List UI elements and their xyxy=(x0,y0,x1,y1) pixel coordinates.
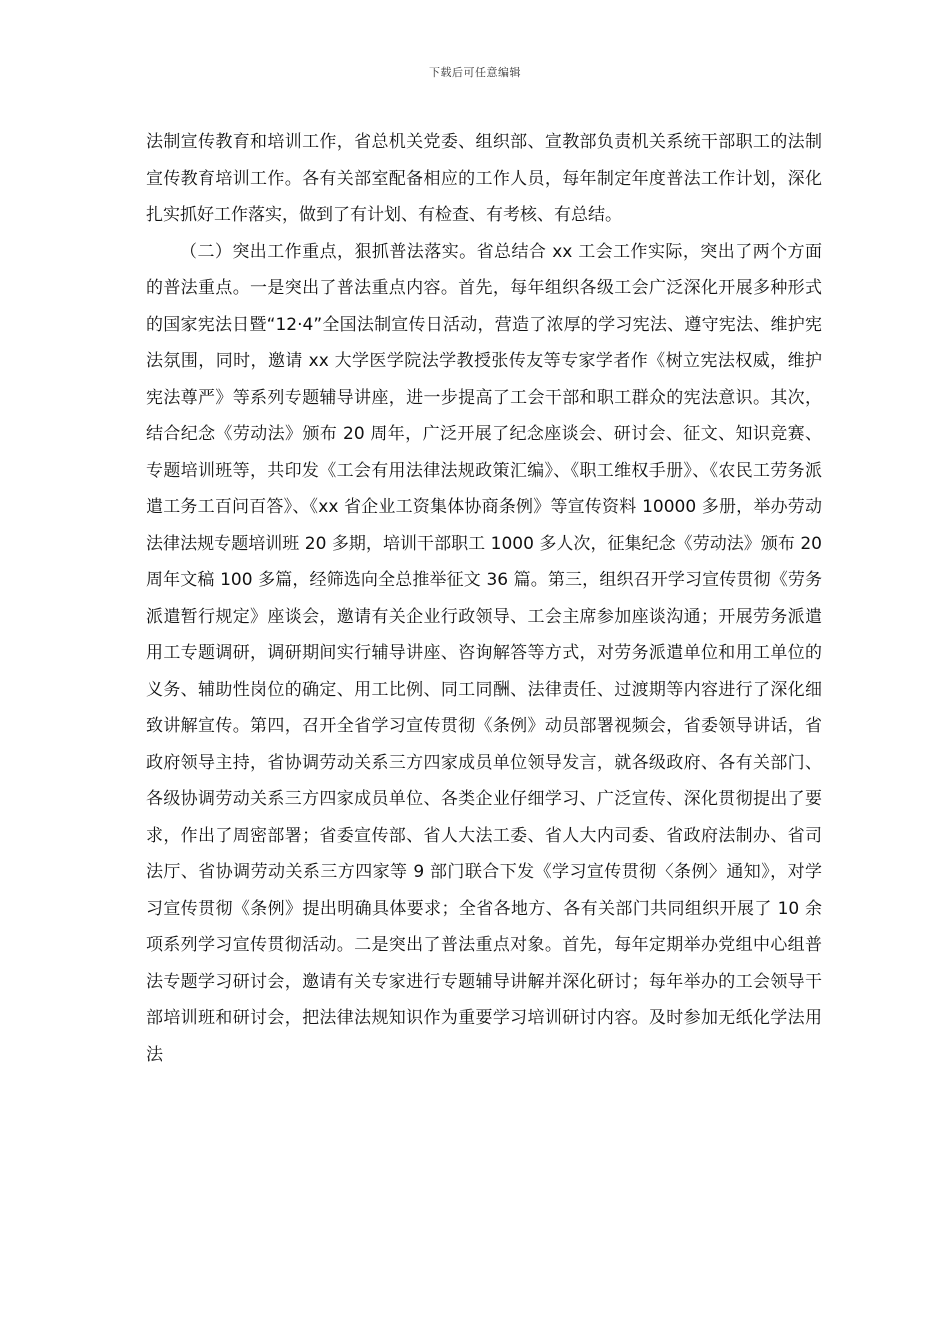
paragraph-section-two: （二）突出工作重点，狠抓普法落实。省总结合 xx 工会工作实际，突出了两个方面的普法重点。一是突出了普法重点内容。首先，每年组织各级工会广泛深化开展多种形式的国家宪法日暨“12·4”全国法制宣传日活动，营造了浓厚的学习宪法、遵守宪法、维护宪法氛围，同时，邀请 xx 大学医学院法学教授张传友等专家学者作《树立宪法权威，维护宪法尊严》等系列专题辅导讲座，进一步提高了工会干部和职工群众的宪法意识。其次，结合纪念《劳动法》颁布 20 周年，广泛开展了纪念座谈会、研讨会、征文、知识竞赛、专题培训班等，共印发《工会有用法律法规政策汇编》、《职工维权手册》、《农民工劳务派遣工务工百问百答》、《xx 省企业工资集体协商条例》等宣传资料 10000 多册，举办劳动法律法规专题培训班 20 多期，培训干部职工 1000 多人次，征集纪念《劳动法》颁布 20 周年文稿 100 多篇，经筛选向全总推举征文 36 篇。第三，组织召开学习宣传贯彻《劳务派遣暂行规定》座谈会，邀请有关企业行政领导、工会主席参加座谈沟通；开展劳务派遣用工专题调研，调研期间实行辅导讲座、咨询解答等方式，对劳务派遣单位和用工单位的义务、辅助性岗位的确定、用工比例、同工同酬、法律责任、过渡期等内容进行了深化细致讲解宣传。第四，召开全省学习宣传贯彻《条例》动员部署视频会，省委领导讲话，省政府领导主持，省协调劳动关系三方四家成员单位领导发言，就各级政府、各有关部门、各级协调劳动关系三方四家成员单位、各类企业仔细学习、广泛宣传、深化贯彻提出了要求，作出了周密部署；省委宣传部、省人大法工委、省人大内司委、省政府法制办、省司法厅、省协调劳动关系三方四家等 9 部门联合下发《学习宣传贯彻〈条例〉通知》，对学习宣传贯彻《条例》提出明确具体要求；全省各地方、各有关部门共同组织开展了 10 余项系列学习宣传贯彻活动。二是突出了普法重点对象。首先，每年定期举办党组中心组普法专题学习研讨会，邀请有关专家进行专题辅导讲解并深化研讨；每年举办的工会领导干部培训班和研讨会，把法律法规知识作为重要学习培训研讨内容。及时参加无纸化学法用法 xyxy=(146,241,822,1065)
paragraph-continuation: 法制宣传教育和培训工作，省总机关党委、组织部、宣教部负责机关系统干部职工的法制宣传教育培训工作。各有关部室配备相应的工作人员，每年制定年度普法工作计划，深化扎实抓好工作落实，做到了有计划、有检查、有考核、有总结。 xyxy=(146,132,822,225)
page-header: 下载后可任意编辑 xyxy=(429,66,521,79)
document-body xyxy=(146,124,822,1073)
